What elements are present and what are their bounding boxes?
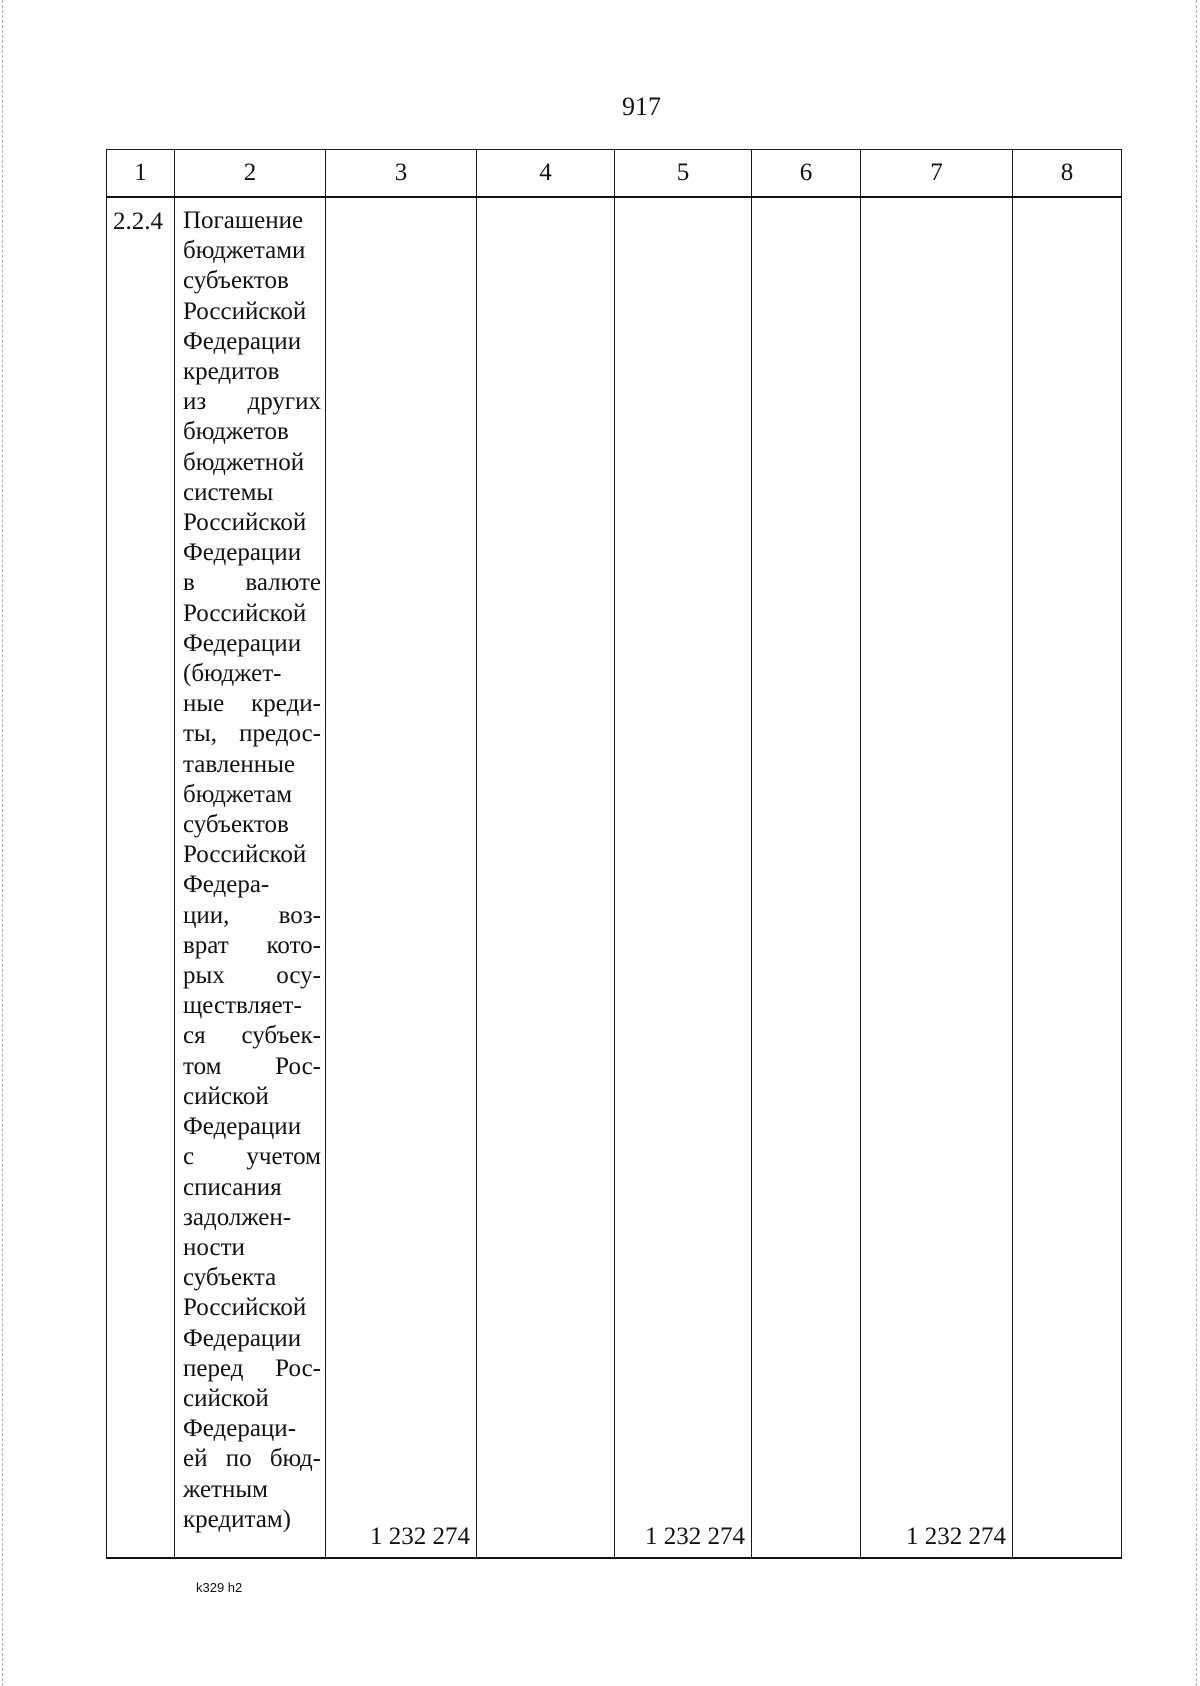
- row-name-line: Российской: [183, 599, 307, 627]
- cell-col-6: [752, 197, 861, 1558]
- cell-col-4: [477, 197, 615, 1558]
- row-name-line: ся субъек-: [183, 1022, 321, 1050]
- row-code: 2.2.4: [107, 197, 175, 1558]
- row-name-line: ей по бюд-: [183, 1445, 321, 1473]
- row-name-line: Федера-: [183, 871, 270, 899]
- row-name-line: Федерации: [183, 629, 302, 657]
- row-name-line: Федерации: [183, 327, 302, 355]
- column-header-2: 2: [175, 150, 326, 198]
- column-header-8: 8: [1013, 150, 1122, 198]
- row-name-line: кредитам): [183, 1505, 291, 1533]
- row-name-line: Российской: [183, 1294, 307, 1322]
- column-header-6: 6: [752, 150, 861, 198]
- row-name-line: том Рос-: [183, 1052, 321, 1080]
- budget-table: [106, 149, 1122, 1559]
- cell-col-5: 1 232 274: [615, 197, 752, 1558]
- row-name-line: бюджетами: [183, 237, 306, 265]
- row-name-line: Федерации: [183, 1324, 302, 1352]
- footer-code: k329 h2: [196, 1580, 243, 1595]
- row-name-line: перед Рос-: [183, 1354, 321, 1382]
- row-name-line: бюджетам: [183, 780, 293, 808]
- row-name-line: Погашение: [183, 207, 304, 234]
- row-name-line: сийской: [183, 1082, 269, 1110]
- column-header-3: 3: [326, 150, 477, 198]
- row-name-line: из других: [183, 388, 321, 416]
- row-name-line: ты, предос-: [183, 720, 321, 748]
- column-header-7: 7: [861, 150, 1013, 198]
- row-name-line: рых осу-: [183, 962, 321, 990]
- row-name-line: ные креди-: [183, 690, 321, 718]
- row-name-text: [183, 206, 321, 1535]
- row-name: [175, 197, 326, 1558]
- scan-edge-right: [1196, 0, 1197, 1686]
- row-name-line: Российской: [183, 841, 307, 869]
- row-name-line: ции, воз-: [183, 901, 321, 929]
- row-name-line: системы: [183, 478, 274, 506]
- row-name-line: в валюте: [183, 569, 321, 597]
- column-header-4: 4: [477, 150, 615, 198]
- row-name-line: субъектов: [183, 811, 289, 839]
- row-name-line: жетным: [183, 1475, 268, 1503]
- row-name-line: сийской: [183, 1384, 269, 1412]
- cell-col-7: 1 232 274: [861, 197, 1013, 1558]
- column-header-1: 1: [107, 150, 175, 198]
- row-name-line: ности: [183, 1233, 245, 1261]
- row-name-line: врат кото-: [183, 931, 321, 959]
- row-name-line: ществляет-: [183, 992, 302, 1020]
- row-name-line: задолжен-: [183, 1203, 292, 1231]
- scan-edge-left: [2, 0, 3, 1686]
- page-number: 917: [622, 92, 661, 121]
- row-name-line: с учетом: [183, 1143, 321, 1171]
- row-name-line: списания: [183, 1173, 282, 1201]
- row-name-line: Российской: [183, 509, 307, 537]
- row-name-line: Федерации: [183, 1113, 302, 1141]
- row-name-line: бюджетной: [183, 448, 305, 476]
- cell-col-8: [1013, 197, 1122, 1558]
- row-name-line: Федераци-: [183, 1415, 297, 1443]
- row-name-line: (бюджет-: [183, 660, 282, 688]
- table-row: [107, 197, 1122, 1558]
- row-name-line: кредитов: [183, 358, 280, 386]
- cell-col-3: 1 232 274: [326, 197, 477, 1558]
- row-name-line: субъектов: [183, 267, 289, 295]
- row-name-line: бюджетов: [183, 418, 289, 446]
- row-name-line: субъекта: [183, 1264, 277, 1292]
- column-header-5: 5: [615, 150, 752, 198]
- row-name-line: Федерации: [183, 539, 302, 567]
- row-name-line: Российской: [183, 297, 307, 325]
- row-name-line: тавленные: [183, 750, 296, 778]
- table-header-row: [107, 150, 1122, 198]
